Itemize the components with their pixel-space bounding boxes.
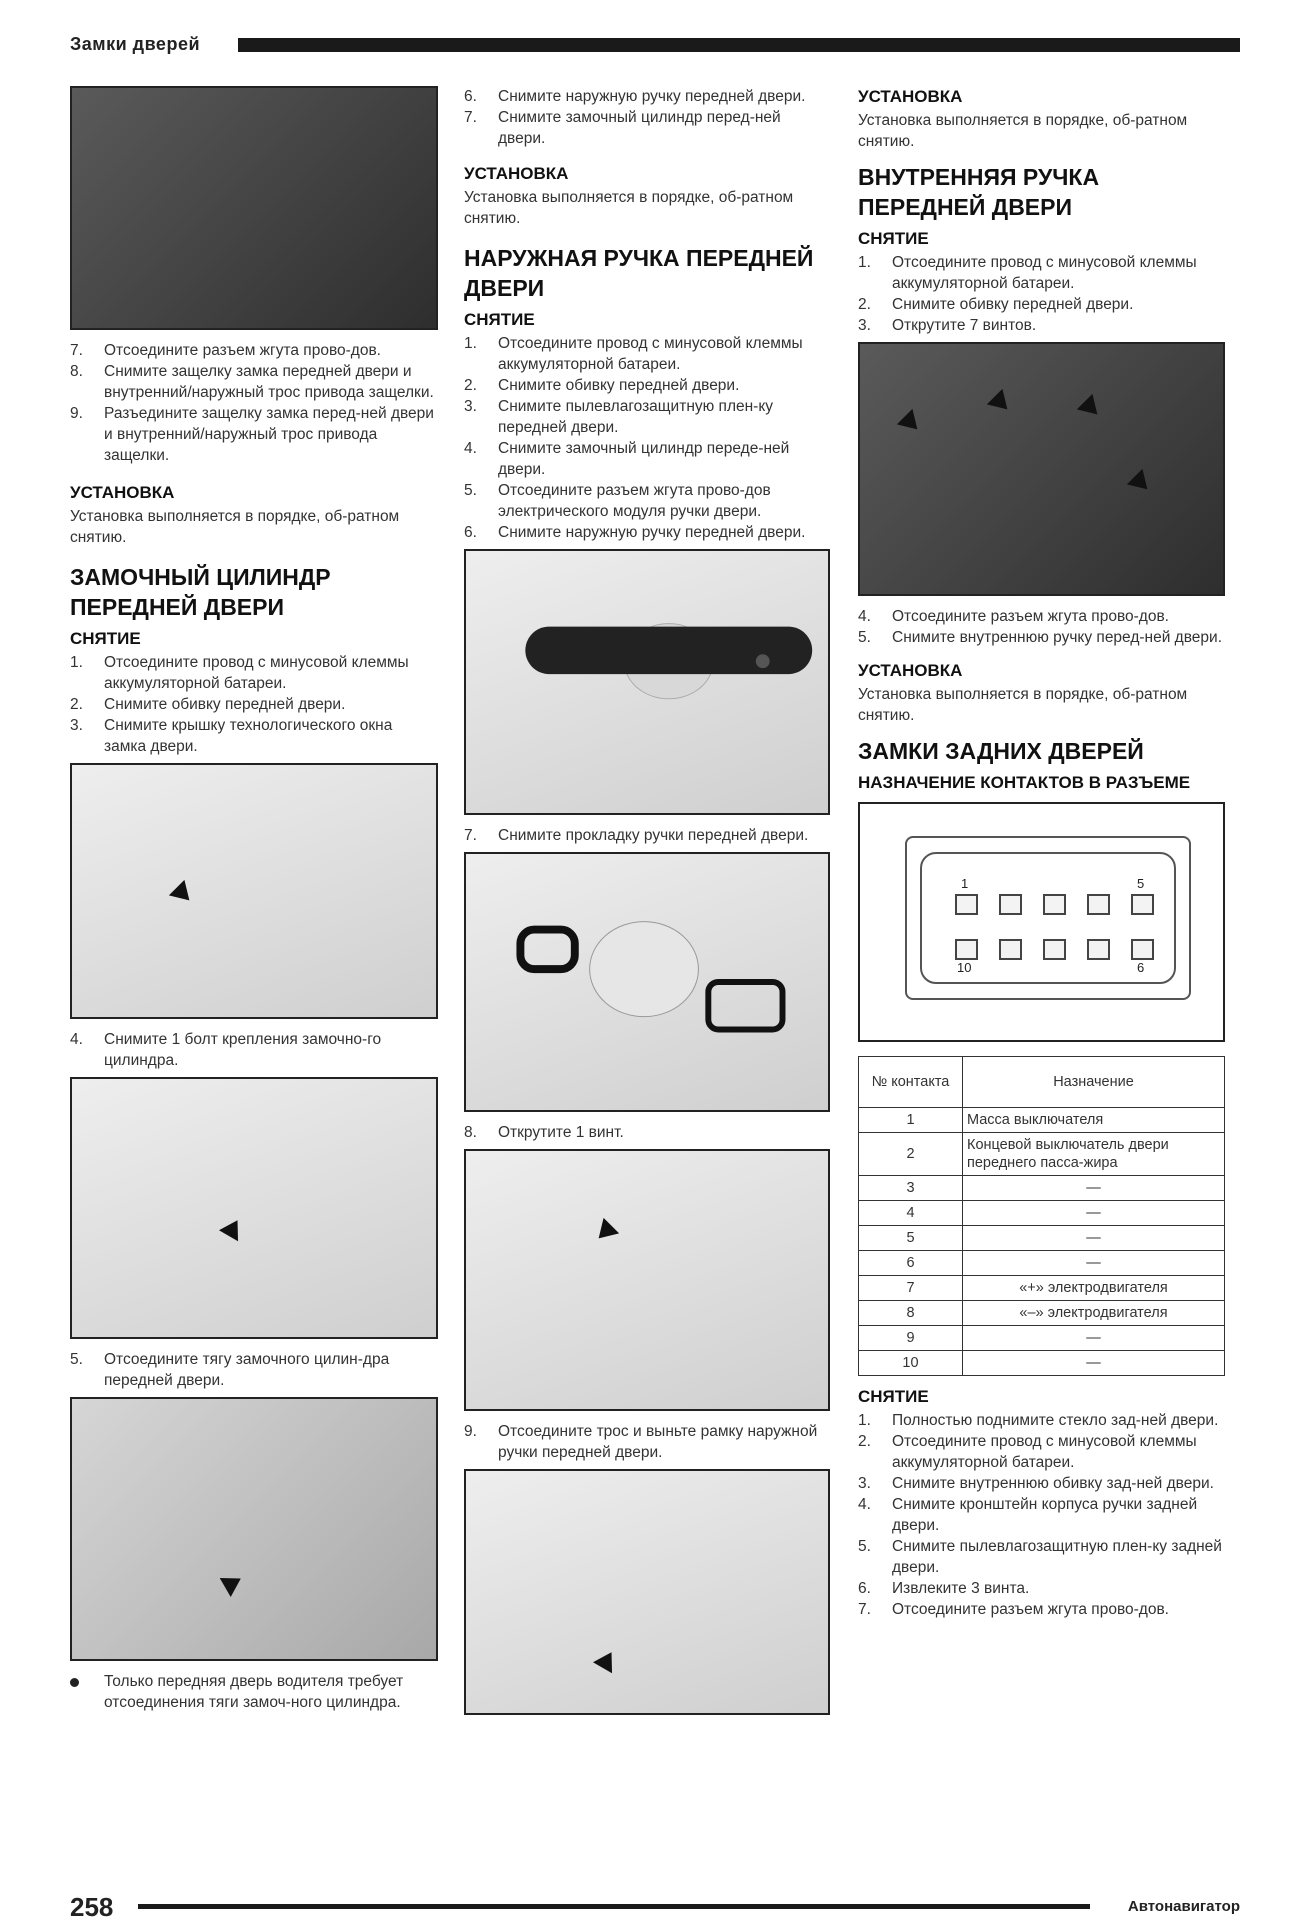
step-number: 1. bbox=[464, 335, 477, 352]
step-text: Отсоедините разъем жгута прово-дов. bbox=[892, 1601, 1169, 1618]
step-text: Открутите 7 винтов. bbox=[892, 317, 1037, 334]
gasket-illustration bbox=[466, 854, 828, 1110]
page-header bbox=[70, 30, 1240, 60]
step-text: Отсоедините разъем жгута прово-дов. bbox=[892, 608, 1169, 625]
step-number: 5. bbox=[70, 1351, 83, 1368]
list-item bbox=[464, 825, 830, 846]
steps-list-c bbox=[858, 1410, 1225, 1620]
table-row bbox=[859, 1201, 1225, 1226]
cell-number: 6 bbox=[859, 1251, 963, 1276]
list-item bbox=[858, 627, 1225, 648]
pin-assignment-table bbox=[858, 1056, 1225, 1376]
steps-list-d bbox=[464, 1122, 830, 1143]
list-item bbox=[858, 1536, 1225, 1578]
steps-list-d bbox=[70, 1349, 438, 1391]
cell-purpose: Концевой выключатель двери переднего пасса-жира bbox=[963, 1133, 1225, 1176]
list-item bbox=[70, 361, 438, 403]
list-item bbox=[70, 694, 438, 715]
list-item bbox=[858, 252, 1225, 294]
list-item bbox=[858, 1599, 1225, 1620]
steps-list-b bbox=[70, 652, 438, 757]
cell-purpose: «+» электродвигателя bbox=[963, 1276, 1225, 1301]
table-header-row bbox=[859, 1057, 1225, 1108]
list-item bbox=[858, 606, 1225, 627]
removal-heading: СНЯТИЕ bbox=[858, 1387, 929, 1406]
photo-inner-handle-screws bbox=[858, 342, 1225, 596]
install-heading: УСТАНОВКА bbox=[858, 87, 963, 106]
step-number: 5. bbox=[858, 629, 871, 646]
connector-pin bbox=[1087, 939, 1110, 960]
step-number: 7. bbox=[464, 827, 477, 844]
arrow-icon bbox=[220, 1569, 247, 1597]
header-title: Замки дверей bbox=[70, 34, 201, 54]
list-item bbox=[70, 652, 438, 694]
cell-purpose: Масса выключателя bbox=[963, 1108, 1225, 1133]
list-item bbox=[858, 1410, 1225, 1431]
step-number: 4. bbox=[858, 608, 871, 625]
install-text: Установка выполняется в порядке, об-ратном снятию. bbox=[858, 686, 1188, 724]
step-number: 3. bbox=[858, 1475, 871, 1492]
arrow-icon bbox=[1077, 394, 1105, 422]
list-item bbox=[464, 107, 830, 149]
cell-number: 8 bbox=[859, 1301, 963, 1326]
connector-pin bbox=[1131, 894, 1154, 915]
step-number: 1. bbox=[858, 254, 871, 271]
publisher-name: Автонавигатор bbox=[1127, 1898, 1240, 1915]
step-text: Снимите замочный цилиндр перед-ней двери. bbox=[498, 109, 781, 147]
step-number: 4. bbox=[858, 1496, 871, 1513]
step-number: 7. bbox=[70, 342, 83, 359]
list-item bbox=[464, 1122, 830, 1143]
steps-list-a bbox=[858, 252, 1225, 336]
cell-purpose: — bbox=[963, 1226, 1225, 1251]
page-footer bbox=[70, 1892, 1240, 1920]
table-row bbox=[859, 1251, 1225, 1276]
step-text: Снимите кронштейн корпуса ручки задней двери. bbox=[892, 1496, 1198, 1534]
step-text: Разъедините защелку замка перед-ней двери и внутренний/наружный трос привода защелки. bbox=[104, 405, 434, 464]
footer-rule bbox=[138, 1904, 1090, 1909]
step-text: Снимите внутреннюю обивку зад-ней двери. bbox=[892, 1475, 1214, 1492]
list-item bbox=[464, 1421, 830, 1463]
step-text: Отсоедините разъем жгута прово-дов электрического модуля ручки двери. bbox=[498, 482, 771, 520]
install-text: Установка выполняется в порядке, об-ратном снятию. bbox=[70, 508, 400, 546]
connector-diagram bbox=[858, 802, 1225, 1042]
step-text: Отсоедините провод с минусовой клеммы аккумуляторной батареи. bbox=[892, 1433, 1197, 1471]
cell-number: 7 bbox=[859, 1276, 963, 1301]
step-number: 1. bbox=[858, 1412, 871, 1429]
step-text: Открутите 1 винт. bbox=[498, 1124, 624, 1141]
bullet-icon bbox=[70, 1678, 79, 1687]
steps-list-a bbox=[464, 86, 830, 149]
list-item bbox=[70, 1671, 438, 1713]
pin-label-10: 10 bbox=[957, 960, 972, 975]
step-text: Снимите защелку замка передней двери и внутренний/наружный трос привода защелки. bbox=[104, 363, 434, 401]
list-item bbox=[858, 294, 1225, 315]
step-number: 6. bbox=[464, 524, 477, 541]
list-item bbox=[70, 403, 438, 466]
list-item bbox=[858, 1578, 1225, 1599]
step-number: 4. bbox=[464, 440, 477, 457]
connector-pin bbox=[955, 939, 978, 960]
step-text: Снимите обивку передней двери. bbox=[498, 377, 740, 394]
step-text: Полностью поднимите стекло зад-ней двери. bbox=[892, 1412, 1219, 1429]
step-text: Отсоедините провод с минусовой клеммы аккумуляторной батареи. bbox=[892, 254, 1197, 292]
photo-door-lock-interior bbox=[70, 86, 438, 330]
column-3 bbox=[858, 86, 1225, 1626]
steps-list-a bbox=[70, 340, 438, 466]
table-row bbox=[859, 1301, 1225, 1326]
list-item bbox=[464, 86, 830, 107]
steps-list-e bbox=[464, 1421, 830, 1463]
step-number: 1. bbox=[70, 654, 83, 671]
table-row bbox=[859, 1108, 1225, 1133]
cell-number: 5 bbox=[859, 1226, 963, 1251]
arrow-icon bbox=[1127, 469, 1155, 497]
step-text: Снимите пылевлагозащитную плен-ку задней двери. bbox=[892, 1538, 1222, 1576]
step-text: Снимите замочный цилиндр переде-ней двери. bbox=[498, 440, 790, 478]
step-number: 2. bbox=[858, 1433, 871, 1450]
list-item bbox=[464, 375, 830, 396]
install-heading: УСТАНОВКА bbox=[858, 661, 963, 680]
step-text: Отсоедините провод с минусовой клеммы аккумуляторной батареи. bbox=[498, 335, 803, 373]
pin-label-1: 1 bbox=[961, 876, 969, 891]
step-number: 5. bbox=[858, 1538, 871, 1555]
table-row bbox=[859, 1326, 1225, 1351]
step-text: Снимите наружную ручку передней двери. bbox=[498, 88, 806, 105]
column-1 bbox=[70, 86, 438, 1719]
cell-number: 1 bbox=[859, 1108, 963, 1133]
list-item bbox=[858, 1431, 1225, 1473]
section-heading-lock-cylinder: ЗАМОЧНЫЙ ЦИЛИНДР ПЕРЕДНЕЙ ДВЕРИ bbox=[70, 564, 331, 620]
table-row bbox=[859, 1133, 1225, 1176]
handle-illustration bbox=[466, 551, 828, 813]
table-row bbox=[859, 1351, 1225, 1376]
connector-pin bbox=[999, 939, 1022, 960]
cell-number: 10 bbox=[859, 1351, 963, 1376]
header-rule bbox=[238, 38, 1240, 52]
list-item bbox=[70, 1349, 438, 1391]
list-item bbox=[70, 1029, 438, 1071]
photo-outer-handle bbox=[464, 549, 830, 815]
connector-pin bbox=[1087, 894, 1110, 915]
column-header-number: № контакта bbox=[859, 1057, 963, 1108]
photo-handle-screw bbox=[464, 1149, 830, 1411]
step-text: Снимите крышку технологического окна замка двери. bbox=[104, 717, 393, 755]
arrow-icon bbox=[593, 1647, 621, 1674]
install-heading: УСТАНОВКА bbox=[70, 483, 175, 502]
step-number: 9. bbox=[464, 1423, 477, 1440]
steps-list-c bbox=[70, 1029, 438, 1071]
cell-purpose: — bbox=[963, 1201, 1225, 1226]
pin-label-6: 6 bbox=[1137, 960, 1145, 975]
table-row bbox=[859, 1226, 1225, 1251]
list-item bbox=[70, 340, 438, 361]
step-text: Извлеките 3 винта. bbox=[892, 1580, 1030, 1597]
note-list bbox=[70, 1671, 438, 1713]
step-number: 7. bbox=[464, 109, 477, 126]
removal-heading: СНЯТИЕ bbox=[464, 310, 535, 329]
table-row bbox=[859, 1176, 1225, 1201]
step-text: Снимите пылевлагозащитную плен-ку передней двери. bbox=[498, 398, 774, 436]
arrow-icon bbox=[591, 1218, 619, 1246]
connector-pin bbox=[999, 894, 1022, 915]
list-item bbox=[464, 522, 830, 543]
step-number: 8. bbox=[464, 1124, 477, 1141]
photo-window-cover bbox=[70, 763, 438, 1019]
photo-cylinder-rod bbox=[70, 1397, 438, 1661]
step-number: 3. bbox=[70, 717, 83, 734]
step-text: Отсоедините трос и выньте рамку наружной ручки передней двери. bbox=[498, 1423, 818, 1461]
step-number: 6. bbox=[464, 88, 477, 105]
list-item bbox=[464, 396, 830, 438]
cell-number: 3 bbox=[859, 1176, 963, 1201]
install-text: Установка выполняется в порядке, об-ратном снятию. bbox=[858, 112, 1188, 150]
arrow-icon bbox=[219, 1215, 247, 1242]
photo-handle-frame bbox=[464, 1469, 830, 1715]
step-text: Снимите наружную ручку передней двери. bbox=[498, 524, 806, 541]
install-heading: УСТАНОВКА bbox=[464, 164, 569, 183]
page-number: 258 bbox=[70, 1892, 114, 1922]
connector-pin bbox=[955, 894, 978, 915]
step-number: 5. bbox=[464, 482, 477, 499]
install-text: Установка выполняется в порядке, об-ратном снятию. bbox=[464, 189, 794, 227]
step-text: Отсоедините разъем жгута прово-дов. bbox=[104, 342, 381, 359]
step-text: Снимите внутреннюю ручку перед-ней двери. bbox=[892, 629, 1222, 646]
arrow-icon bbox=[897, 409, 925, 437]
steps-list-b bbox=[464, 333, 830, 543]
section-heading-rear-locks: ЗАМКИ ЗАДНИХ ДВЕРЕЙ bbox=[858, 738, 1144, 764]
note-text: Только передняя дверь водителя требует отсоединения тяги замоч-ного цилиндра. bbox=[104, 1673, 404, 1711]
steps-list-b bbox=[858, 606, 1225, 648]
column-2 bbox=[464, 86, 830, 1725]
step-number: 8. bbox=[70, 363, 83, 380]
cell-purpose: — bbox=[963, 1326, 1225, 1351]
cell-purpose: — bbox=[963, 1176, 1225, 1201]
step-number: 2. bbox=[70, 696, 83, 713]
list-item bbox=[464, 480, 830, 522]
step-text: Отсоедините провод с минусовой клеммы аккумуляторной батареи. bbox=[104, 654, 409, 692]
connector-pin bbox=[1131, 939, 1154, 960]
step-text: Отсоедините тягу замочного цилин-дра передней двери. bbox=[104, 1351, 390, 1389]
step-number: 2. bbox=[858, 296, 871, 313]
connector-pin bbox=[1043, 894, 1066, 915]
step-text: Снимите прокладку ручки передней двери. bbox=[498, 827, 809, 844]
step-number: 2. bbox=[464, 377, 477, 394]
step-number: 6. bbox=[858, 1580, 871, 1597]
pin-label-5: 5 bbox=[1137, 876, 1145, 891]
photo-cylinder-bolt bbox=[70, 1077, 438, 1339]
table-row bbox=[859, 1276, 1225, 1301]
cell-number: 9 bbox=[859, 1326, 963, 1351]
list-item bbox=[70, 715, 438, 757]
step-number: 4. bbox=[70, 1031, 83, 1048]
step-number: 3. bbox=[858, 317, 871, 334]
step-text: Снимите обивку передней двери. bbox=[892, 296, 1134, 313]
list-item bbox=[858, 1494, 1225, 1536]
cell-purpose: — bbox=[963, 1351, 1225, 1376]
step-number: 9. bbox=[70, 405, 83, 422]
cell-purpose: — bbox=[963, 1251, 1225, 1276]
cell-number: 4 bbox=[859, 1201, 963, 1226]
removal-heading: СНЯТИЕ bbox=[70, 629, 141, 648]
list-item bbox=[858, 315, 1225, 336]
column-header-purpose: Назначение bbox=[963, 1057, 1225, 1108]
list-item bbox=[858, 1473, 1225, 1494]
photo-handle-gasket bbox=[464, 852, 830, 1112]
cell-purpose: «–» электродвигателя bbox=[963, 1301, 1225, 1326]
section-heading-inner-handle: ВНУТРЕННЯЯ РУЧКА ПЕРЕДНЕЙ ДВЕРИ bbox=[858, 164, 1100, 220]
arrow-icon bbox=[169, 880, 197, 908]
section-heading-outer-handle: НАРУЖНАЯ РУЧКА ПЕРЕДНЕЙ ДВЕРИ bbox=[464, 245, 814, 301]
list-item bbox=[464, 438, 830, 480]
connector-pin bbox=[1043, 939, 1066, 960]
step-text: Снимите 1 болт крепления замочно-го цилиндра. bbox=[104, 1031, 382, 1069]
step-text: Снимите обивку передней двери. bbox=[104, 696, 346, 713]
list-item bbox=[464, 333, 830, 375]
step-number: 7. bbox=[858, 1601, 871, 1618]
cell-number: 2 bbox=[859, 1133, 963, 1176]
removal-heading: СНЯТИЕ bbox=[858, 229, 929, 248]
arrow-icon bbox=[987, 389, 1015, 417]
steps-list-c bbox=[464, 825, 830, 846]
step-number: 3. bbox=[464, 398, 477, 415]
connector-heading: НАЗНАЧЕНИЕ КОНТАКТОВ В РАЗЪЕМЕ bbox=[858, 773, 1191, 792]
